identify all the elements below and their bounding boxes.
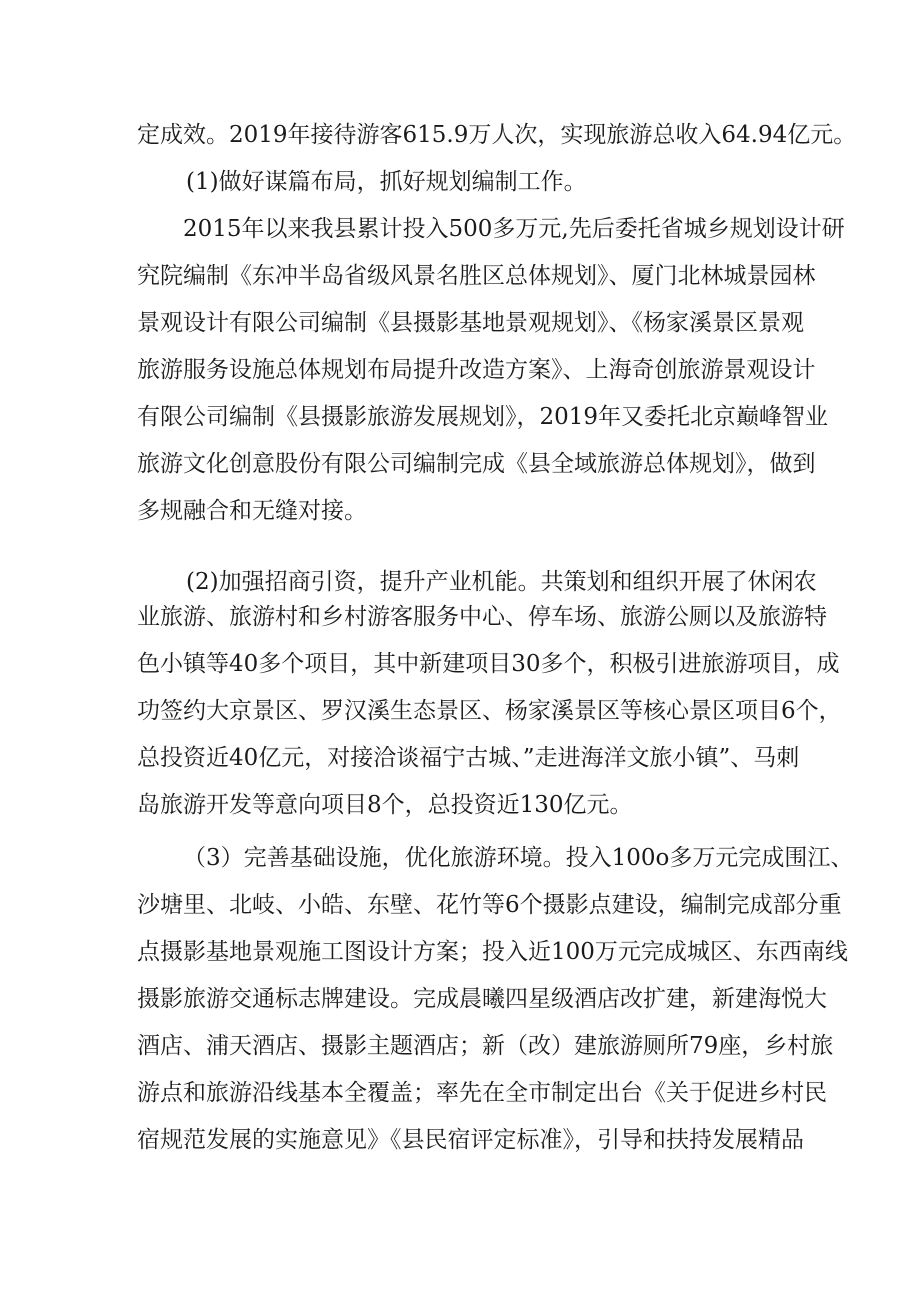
text-line: 究院编制《东冲半岛省级风景名胜区总体规划》、厦门北林城景园林 (137, 263, 816, 289)
text-line: 2015年以来我县累计投入500多万元,先后委托省城乡规划设计研 (183, 216, 845, 242)
text-line: 点摄影基地景观施工图设计方案；投入近100万元完成城区、东西南线 (137, 939, 848, 965)
text-line: (1)做好谋篇布局，抓好规划编制工作。 (186, 169, 587, 195)
text-line: 业旅游、旅游村和乡村游客服务中心、停车场、旅游公厕以及旅游特 (137, 604, 827, 630)
text-line: 游点和旅游沿线基本全覆盖；率先在全市制定出台《关于促进乡村民 (137, 1080, 827, 1106)
text-line: 旅游服务设施总体规划布局提升改造方案》、上海奇创旅游景观设计 (137, 357, 816, 383)
text-line: 色小镇等40多个项目，其中新建项目30多个，积极引进旅游项目，成 (137, 651, 840, 677)
text-line: 定成效。2019年接待游客615.9万人次，实现旅游总收入64.94亿元。 (137, 122, 857, 148)
text-line: 功签约大京景区、罗汉溪生态景区、杨家溪景区等核心景区项目6个， (137, 698, 842, 724)
text-line: 总投资近40亿元，对接洽谈福宁古城、”走进海洋文旅小镇”、马刺 (137, 745, 800, 771)
text-line: 摄影旅游交通标志牌建设。完成晨曦四星级酒店改扩建，新建海悦大 (137, 986, 827, 1012)
text-line: 旅游文化创意股份有限公司编制完成《县全域旅游总体规划》，做到 (137, 451, 816, 477)
text-line: 多规融合和无缝对接。 (137, 498, 367, 524)
text-line: 岛旅游开发等意向项目8个，总投资近130亿元。 (137, 792, 633, 818)
text-line: 酒店、浦天酒店、摄影主题酒店；新（改）建旅游厕所79座，乡村旅 (137, 1033, 834, 1059)
text-line: 有限公司编制《县摄影旅游发展规划》，2019年又委托北京巅峰智业 (137, 404, 829, 430)
text-line: （3）完善基础设施，优化旅游环境。投入100o多万元完成围江、 (183, 845, 854, 871)
text-line: 宿规范发展的实施意见》《县民宿评定标准》，引导和扶持发展精品 (137, 1127, 804, 1153)
text-line: 沙塘里、北岐、小皓、东壁、花竹等6个摄影点建设，编制完成部分重 (137, 892, 842, 918)
text-line: 景观设计有限公司编制《县摄影基地景观规划》、《杨家溪景区景观 (137, 310, 804, 336)
text-line: (2)加强招商引资，提升产业机能。共策划和组织开展了休闲农 (186, 569, 817, 595)
